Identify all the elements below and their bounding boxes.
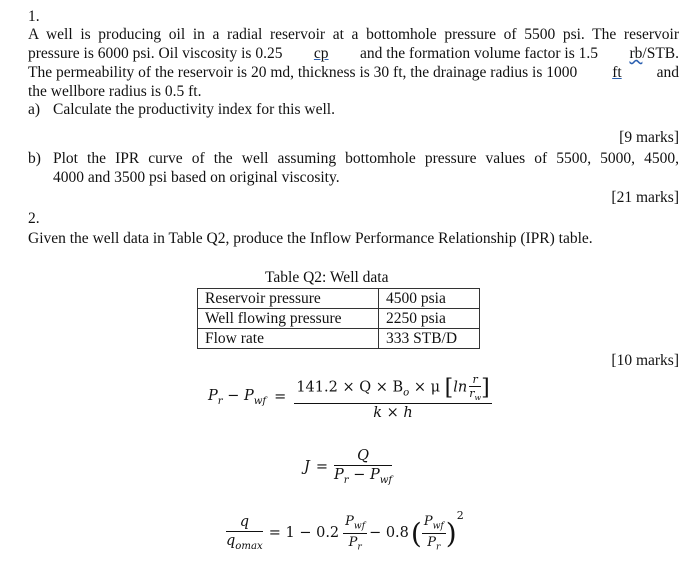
eq3-pr-p: P [348,534,358,550]
eq1-fraction [294,373,491,421]
stb-unit: /STB. [642,45,679,62]
eq1-minus: − [222,387,244,404]
part-b-label: b) [28,150,41,167]
part-b-line-2: 4000 and 3500 psi based on original viscosity. [53,169,340,186]
table-caption: Table Q2: Well data [265,269,389,286]
rb-unit: rb [629,45,643,62]
eq3-qomax-q: q [226,533,236,550]
eq3-r-2-subscript: r [435,542,441,553]
eq2-minus-p: − P [348,467,380,484]
eq2-r-subscript: r [343,474,349,486]
part-b-line-1: Plot the IPR curve of the well assuming bottomhole pressure values of 5500, 5000, 4500, [53,150,679,167]
eq3-q-ratio [226,514,263,552]
q1-line-2-part-a: pressure is 6000 psi. Oil viscosity is 0.25 [28,45,283,62]
eq3-q: q [239,514,250,531]
well-data-table [197,288,480,349]
eq1-wf-subscript: wf [253,395,267,407]
eq2-fraction [334,448,392,486]
eq2-equals: = [315,459,328,475]
equation-productivity-index [304,442,392,492]
eq2-denominator [334,466,392,486]
eq3-pwf-2-p: P [423,513,433,529]
part-a-marks: [9 marks] [619,129,679,146]
question-1-number: 1. [28,8,40,25]
eq3-exponent: 2 [456,509,464,522]
table-cell-value: 333 STB/D [379,329,480,349]
part-b-marks: [21 marks] [611,189,679,206]
eq3-pr [349,534,362,553]
cp-unit: cp [313,45,329,62]
eq1-p-symbol: P [208,387,218,404]
eq2-numerator: Q [357,448,369,465]
q1-line-3-text: The permeability of the reservoir is 20 md, thickness is 30 ft, the drainage radius is 1000 [28,64,578,81]
eq3-equals-term: = 1 − 0.2 [268,525,340,541]
eq1-o-subscript: o [403,387,410,399]
rb-stb-unit [629,44,679,63]
eq3-pwf [343,514,367,533]
eq1-r: r [472,372,478,386]
eq1-ln: ln [453,379,468,396]
q1-line-2 [28,44,679,63]
table-cell-value: 4500 psia [379,289,480,309]
ft-unit: ft [612,64,622,81]
eq3-wf-2-subscript: wf [432,521,444,532]
eq3-wf-subscript: wf [353,521,366,532]
eq1-num-start: 141.2 × Q × B [296,379,404,396]
eq3-pr-2 [427,534,440,553]
q2-marks: [10 marks] [611,352,679,369]
eq3-omax-subscript: omax [235,540,263,552]
q1-line-4: the wellbore radius is 0.5 ft. [28,83,202,100]
question-2-number: 2. [28,210,40,227]
part-a-text: Calculate the productivity index for this well. [53,101,335,118]
equation-pressure-drop [208,366,492,428]
eq1-denominator: k × h [373,405,413,422]
eq3-pwf-p: P [345,513,354,529]
eq3-pr-2-p: P [427,534,436,550]
q2-text: Given the well data in Table Q2, produce the Inflow Performance Relationship (IPR) table. [28,230,593,247]
eq1-r-subscript: r [217,395,223,407]
eq3-qomax [226,532,263,552]
table-cell-label: Flow rate [198,329,379,349]
eq2-p: P [333,467,344,484]
eq2-wf-subscript: wf [379,474,393,486]
table-row [198,309,480,329]
q1-line-3-and: and [656,64,679,81]
eq3-minus-term: − 0.8 [369,525,409,541]
eq1-lhs [208,388,266,407]
eq1-num-mid: × μ [409,379,445,396]
eq3-r-subscript: r [357,542,362,553]
table-cell-value: 2250 psia [379,309,480,329]
q1-line-2-part-b: and the formation volume factor is 1.5 [359,45,599,62]
eq1-numerator: $141.2 \times Q \times B_o \times \mu$ [ln $\frac{r}{r_w}$ ] [296,372,490,403]
table-cell-label: Reservoir pressure [198,289,379,309]
part-a-label: a) [28,101,41,118]
q1-line-3 [28,63,679,82]
eq3-pressure-ratio [343,514,367,552]
eq1-rw: r [469,386,475,400]
eq1-pw-symbol: P [243,387,254,404]
eq2-j: J [304,459,310,475]
eq1-ratio [469,373,481,402]
q1-line-1: A well is producing oil in a radial reservoir at a bottomhole pressure of 5500 psi. The reservoir [28,26,679,43]
eq1-equals: = [274,389,287,405]
eq3-pwf-2 [422,514,446,533]
equation-vogel: $\frac{q}{q_{omax}}$ = 1 − 0.2 $\frac{P_{wf}}{P_r}$ − 0.8 ( $\frac{P_{wf}}{P_r}$ ) $^2$ [226,509,464,553]
table-row [198,329,480,349]
table-row [198,289,480,309]
eq1-rw-subscript: w [474,393,482,403]
eq3-pressure-ratio-squared [422,514,446,552]
table-cell-label: Well flowing pressure [198,309,379,329]
